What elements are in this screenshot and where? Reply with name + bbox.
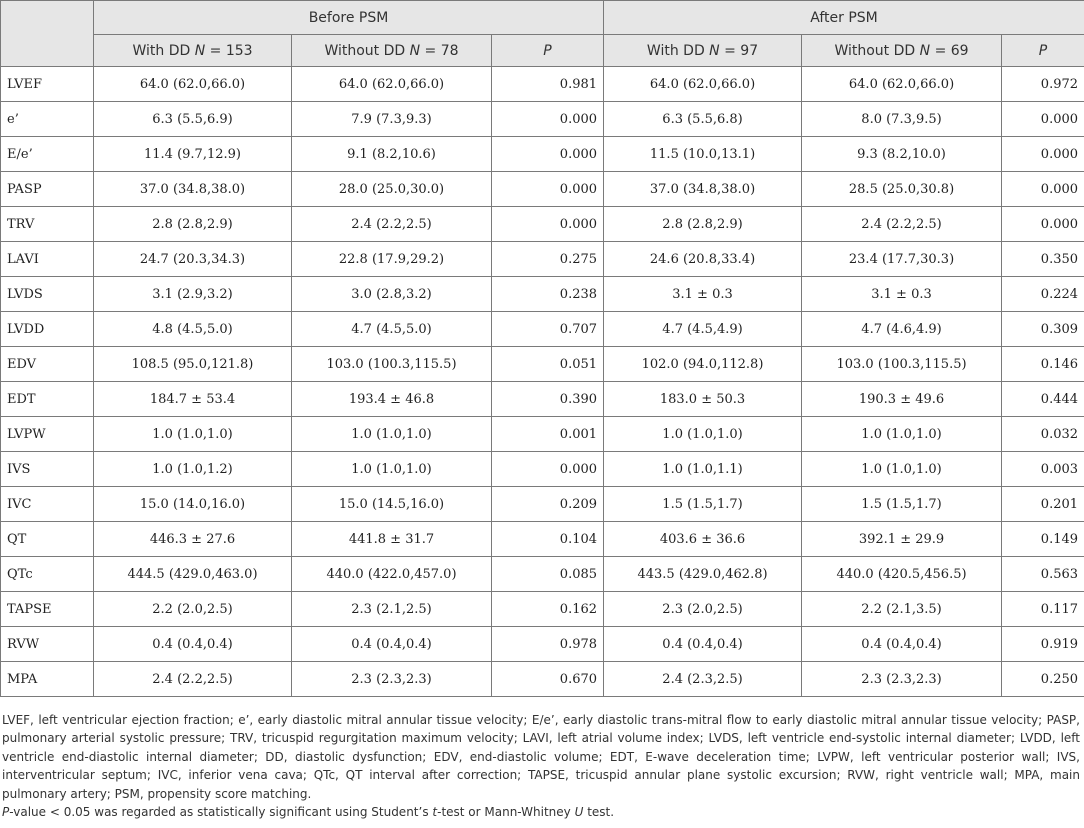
table-row (1, 207, 1084, 242)
variable-cell: PASP (1, 172, 94, 207)
table-row (1, 627, 1084, 662)
variable-cell: QTc (1, 557, 94, 592)
before-p-value-cell: 0.209 (492, 487, 604, 522)
after-with-dd-cell: 64.0 (62.0,66.0) (604, 67, 802, 102)
variable-cell: LVEF (1, 67, 94, 102)
after-without-dd-header: Without DD N = 69 (802, 35, 1002, 67)
before-with-dd-cell: 0.4 (0.4,0.4) (94, 627, 292, 662)
before-with-dd-cell: 108.5 (95.0,121.8) (94, 347, 292, 382)
after-without-dd-cell: 3.1 ± 0.3 (802, 277, 1002, 312)
after-without-dd-cell: 103.0 (100.3,115.5) (802, 347, 1002, 382)
table-row (1, 487, 1084, 522)
after-without-dd-cell: 392.1 ± 29.9 (802, 522, 1002, 557)
table-row (1, 102, 1084, 137)
before-p-value-cell: 0.162 (492, 592, 604, 627)
before-without-dd-header: Without DD N = 78 (292, 35, 492, 67)
after-without-dd-cell: 2.3 (2.3,2.3) (802, 662, 1002, 697)
after-with-dd-cell: 37.0 (34.8,38.0) (604, 172, 802, 207)
after-without-dd-cell: 2.2 (2.1,3.5) (802, 592, 1002, 627)
before-with-dd-cell: 2.8 (2.8,2.9) (94, 207, 292, 242)
before-with-dd-cell: 2.2 (2.0,2.5) (94, 592, 292, 627)
after-p-value-cell: 0.919 (1002, 627, 1084, 662)
after-p-value-cell: 0.003 (1002, 452, 1084, 487)
after-with-dd-cell: 11.5 (10.0,13.1) (604, 137, 802, 172)
before-without-dd-cell: 28.0 (25.0,30.0) (292, 172, 492, 207)
table-row (1, 347, 1084, 382)
before-p-value-cell: 0.085 (492, 557, 604, 592)
significance-note: P-value < 0.05 was regarded as statistically significant using Student’s t-test or Mann-Whitney U test. (2, 805, 615, 820)
table-body (1, 67, 1084, 697)
after-without-dd-cell: 8.0 (7.3,9.5) (802, 102, 1002, 137)
variable-cell: LVDD (1, 312, 94, 347)
after-psm-header: After PSM (604, 1, 1084, 35)
table-row (1, 137, 1084, 172)
before-psm-header: Before PSM (94, 1, 604, 35)
before-without-dd-cell: 1.0 (1.0,1.0) (292, 417, 492, 452)
table-row (1, 452, 1084, 487)
table-row (1, 242, 1084, 277)
before-without-dd-cell: 22.8 (17.9,29.2) (292, 242, 492, 277)
before-with-dd-cell: 4.8 (4.5,5.0) (94, 312, 292, 347)
after-with-dd-cell: 24.6 (20.8,33.4) (604, 242, 802, 277)
before-with-dd-header: With DD N = 153 (94, 35, 292, 67)
after-with-dd-header: With DD N = 97 (604, 35, 802, 67)
table-footnotes (2, 711, 1080, 821)
variable-cell: IVC (1, 487, 94, 522)
after-without-dd-cell: 0.4 (0.4,0.4) (802, 627, 1002, 662)
before-p-value-cell: 0.978 (492, 627, 604, 662)
variable-cell: LVDS (1, 277, 94, 312)
variable-cell: LVPW (1, 417, 94, 452)
table-row (1, 277, 1084, 312)
before-without-dd-cell: 0.4 (0.4,0.4) (292, 627, 492, 662)
variable-cell: EDV (1, 347, 94, 382)
after-without-dd-cell: 190.3 ± 49.6 (802, 382, 1002, 417)
after-without-dd-cell: 1.0 (1.0,1.0) (802, 417, 1002, 452)
before-with-dd-cell: 15.0 (14.0,16.0) (94, 487, 292, 522)
before-with-dd-cell: 444.5 (429.0,463.0) (94, 557, 292, 592)
after-p-value-cell: 0.444 (1002, 382, 1084, 417)
before-with-dd-cell: 24.7 (20.3,34.3) (94, 242, 292, 277)
before-with-dd-cell: 3.1 (2.9,3.2) (94, 277, 292, 312)
before-without-dd-cell: 2.3 (2.1,2.5) (292, 592, 492, 627)
before-with-dd-cell: 2.4 (2.2,2.5) (94, 662, 292, 697)
before-p-value-cell: 0.001 (492, 417, 604, 452)
variable-cell: TAPSE (1, 592, 94, 627)
before-p-value-cell: 0.104 (492, 522, 604, 557)
before-without-dd-cell: 103.0 (100.3,115.5) (292, 347, 492, 382)
before-without-dd-cell: 1.0 (1.0,1.0) (292, 452, 492, 487)
before-without-dd-cell: 7.9 (7.3,9.3) (292, 102, 492, 137)
after-with-dd-cell: 183.0 ± 50.3 (604, 382, 802, 417)
before-p-header: P (492, 35, 604, 67)
table-row (1, 382, 1084, 417)
before-without-dd-cell: 4.7 (4.5,5.0) (292, 312, 492, 347)
before-without-dd-cell: 441.8 ± 31.7 (292, 522, 492, 557)
before-p-value-cell: 0.000 (492, 102, 604, 137)
after-with-dd-cell: 2.8 (2.8,2.9) (604, 207, 802, 242)
after-p-value-cell: 0.224 (1002, 277, 1084, 312)
after-p-value-cell: 0.000 (1002, 137, 1084, 172)
before-without-dd-cell: 2.3 (2.3,2.3) (292, 662, 492, 697)
variable-cell: IVS (1, 452, 94, 487)
table-row (1, 172, 1084, 207)
before-p-value-cell: 0.000 (492, 207, 604, 242)
before-p-value-cell: 0.390 (492, 382, 604, 417)
after-p-value-cell: 0.000 (1002, 207, 1084, 242)
table-row (1, 557, 1084, 592)
before-with-dd-cell: 37.0 (34.8,38.0) (94, 172, 292, 207)
after-without-dd-cell: 9.3 (8.2,10.0) (802, 137, 1002, 172)
before-with-dd-cell: 6.3 (5.5,6.9) (94, 102, 292, 137)
after-with-dd-cell: 1.0 (1.0,1.0) (604, 417, 802, 452)
variable-cell: RVW (1, 627, 94, 662)
before-with-dd-cell: 184.7 ± 53.4 (94, 382, 292, 417)
variable-cell: QT (1, 522, 94, 557)
before-with-dd-cell: 1.0 (1.0,1.2) (94, 452, 292, 487)
before-p-value-cell: 0.238 (492, 277, 604, 312)
after-p-value-cell: 0.201 (1002, 487, 1084, 522)
after-p-value-cell: 0.000 (1002, 102, 1084, 137)
before-p-value-cell: 0.051 (492, 347, 604, 382)
before-with-dd-cell: 1.0 (1.0,1.0) (94, 417, 292, 452)
before-without-dd-cell: 193.4 ± 46.8 (292, 382, 492, 417)
table-row (1, 522, 1084, 557)
after-with-dd-cell: 1.0 (1.0,1.1) (604, 452, 802, 487)
before-p-value-cell: 0.000 (492, 137, 604, 172)
before-p-value-cell: 0.981 (492, 67, 604, 102)
after-without-dd-cell: 440.0 (420.5,456.5) (802, 557, 1002, 592)
after-with-dd-cell: 1.5 (1.5,1.7) (604, 487, 802, 522)
after-without-dd-cell: 1.5 (1.5,1.7) (802, 487, 1002, 522)
variable-cell: EDT (1, 382, 94, 417)
corner-header-cell (1, 1, 94, 67)
after-without-dd-cell: 1.0 (1.0,1.0) (802, 452, 1002, 487)
before-without-dd-cell: 440.0 (422.0,457.0) (292, 557, 492, 592)
before-with-dd-cell: 446.3 ± 27.6 (94, 522, 292, 557)
table-row (1, 662, 1084, 697)
before-p-value-cell: 0.670 (492, 662, 604, 697)
after-with-dd-cell: 443.5 (429.0,462.8) (604, 557, 802, 592)
after-without-dd-cell: 28.5 (25.0,30.8) (802, 172, 1002, 207)
after-p-value-cell: 0.146 (1002, 347, 1084, 382)
before-p-value-cell: 0.707 (492, 312, 604, 347)
after-with-dd-cell: 0.4 (0.4,0.4) (604, 627, 802, 662)
after-p-header: P (1002, 35, 1084, 67)
after-with-dd-cell: 6.3 (5.5,6.8) (604, 102, 802, 137)
after-with-dd-cell: 3.1 ± 0.3 (604, 277, 802, 312)
table-row (1, 417, 1084, 452)
after-with-dd-cell: 102.0 (94.0,112.8) (604, 347, 802, 382)
table-row (1, 312, 1084, 347)
after-p-value-cell: 0.350 (1002, 242, 1084, 277)
table-row (1, 67, 1084, 102)
after-with-dd-cell: 403.6 ± 36.6 (604, 522, 802, 557)
after-without-dd-cell: 64.0 (62.0,66.0) (802, 67, 1002, 102)
table-row (1, 592, 1084, 627)
before-without-dd-cell: 9.1 (8.2,10.6) (292, 137, 492, 172)
before-without-dd-cell: 2.4 (2.2,2.5) (292, 207, 492, 242)
after-p-value-cell: 0.117 (1002, 592, 1084, 627)
after-p-value-cell: 0.032 (1002, 417, 1084, 452)
after-p-value-cell: 0.309 (1002, 312, 1084, 347)
variable-cell: e’ (1, 102, 94, 137)
after-p-value-cell: 0.972 (1002, 67, 1084, 102)
before-p-value-cell: 0.275 (492, 242, 604, 277)
before-p-value-cell: 0.000 (492, 452, 604, 487)
after-without-dd-cell: 23.4 (17.7,30.3) (802, 242, 1002, 277)
variable-cell: TRV (1, 207, 94, 242)
after-without-dd-cell: 4.7 (4.6,4.9) (802, 312, 1002, 347)
before-with-dd-cell: 64.0 (62.0,66.0) (94, 67, 292, 102)
before-with-dd-cell: 11.4 (9.7,12.9) (94, 137, 292, 172)
after-p-value-cell: 0.149 (1002, 522, 1084, 557)
after-without-dd-cell: 2.4 (2.2,2.5) (802, 207, 1002, 242)
before-without-dd-cell: 3.0 (2.8,3.2) (292, 277, 492, 312)
variable-cell: E/e’ (1, 137, 94, 172)
before-without-dd-cell: 64.0 (62.0,66.0) (292, 67, 492, 102)
variable-cell: LAVI (1, 242, 94, 277)
after-p-value-cell: 0.563 (1002, 557, 1084, 592)
abbreviations-note: LVEF, left ventricular ejection fraction; e’, early diastolic mitral annular tissue velocity; E/e’, early diastolic trans-mitral flow to early diastolic mitral annular tissue velocity; PASP, pulmonary arterial systolic pressure; TRV, tricuspid regurgitation maximum velocity; LAVI, left atrial volume index; LVDS, left ventricle end-systolic internal diameter; LVDD, left ventricle end-diastolic internal diameter; DD, diastolic dysfunction; EDV, end-diastolic volume; EDT, E-wave deceleration time; LVPW, left ventricular posterior wall; IVS, interventricular septum; IVC, inferior vena cava; QTc, QT interval after correction; TAPSE, tricuspid annular plane systolic excursion; RVW, right ventricle wall; MPA, main pulmonary artery; PSM, propensity score matching. (2, 713, 1080, 801)
after-p-value-cell: 0.250 (1002, 662, 1084, 697)
after-with-dd-cell: 2.3 (2.0,2.5) (604, 592, 802, 627)
before-p-value-cell: 0.000 (492, 172, 604, 207)
variable-cell: MPA (1, 662, 94, 697)
after-with-dd-cell: 2.4 (2.3,2.5) (604, 662, 802, 697)
after-p-value-cell: 0.000 (1002, 172, 1084, 207)
after-with-dd-cell: 4.7 (4.5,4.9) (604, 312, 802, 347)
before-without-dd-cell: 15.0 (14.5,16.0) (292, 487, 492, 522)
